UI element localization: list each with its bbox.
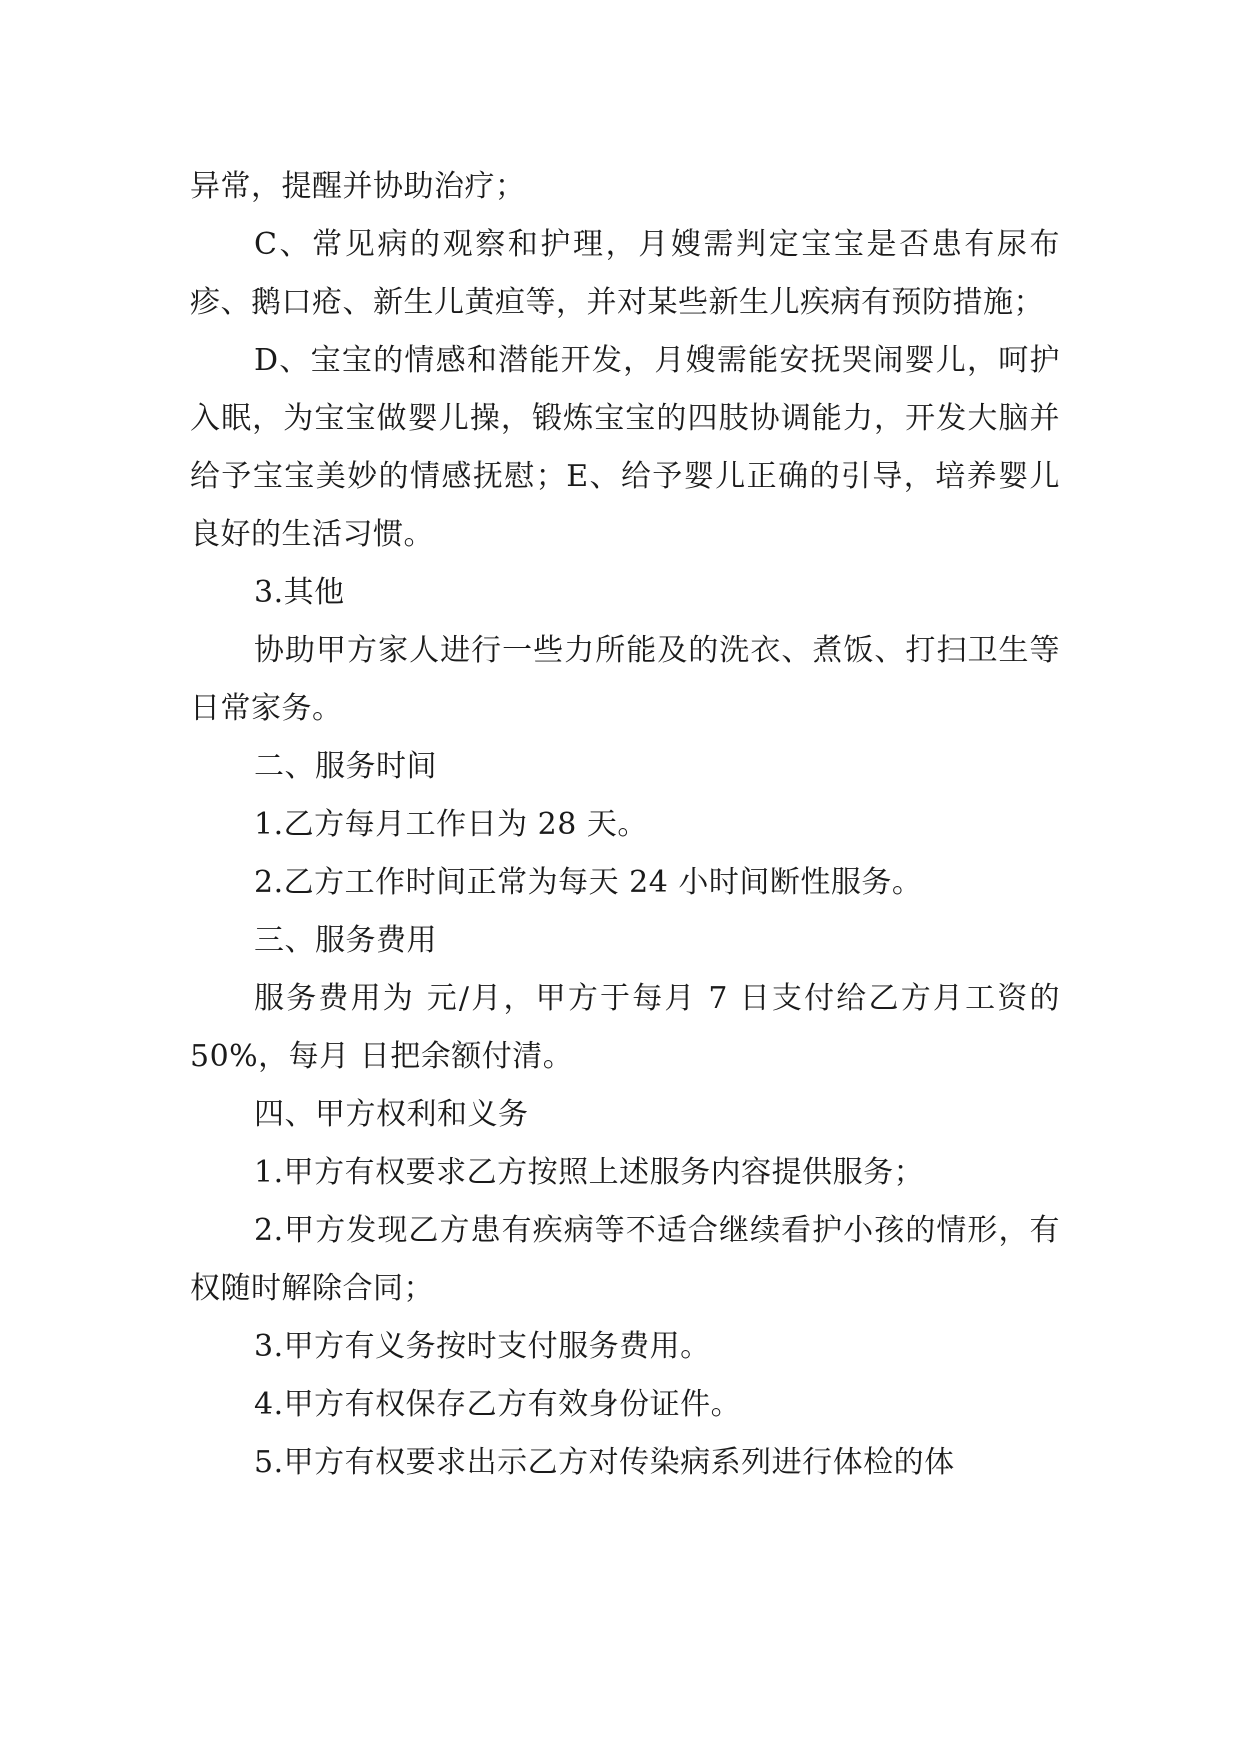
paragraph: D、宝宝的情感和潜能开发，月嫂需能安抚哭闹婴儿，呵护入眠，为宝宝做婴儿操，锻炼宝宝的四肢协调能力，开发大脑并给予宝宝美妙的情感抚慰；E、给予婴儿正确的引导，培养婴儿良好的生活习惯。 [190, 343, 1060, 552]
paragraph: 2.乙方工作时间正常为每天 24 小时间断性服务。 [254, 865, 923, 900]
paragraph: 服务费用为 元/月，甲方于每月 7 日支付给乙方月工资的 50%，每月 日把余额付清。 [190, 981, 1060, 1074]
paragraph: 3.甲方有义务按时支付服务费用。 [254, 1329, 711, 1364]
paragraph: 异常，提醒并协助治疗； [190, 169, 526, 204]
section-heading: 二、服务时间 [254, 749, 437, 784]
section-heading: 四、甲方权利和义务 [254, 1097, 529, 1132]
paragraph: 1.乙方每月工作日为 28 天。 [254, 807, 648, 842]
section-heading: 3.其他 [254, 575, 345, 610]
paragraph: C、常见病的观察和护理，月嫂需判定宝宝是否患有尿布疹、鹅口疮、新生儿黄疸等，并对某些新生儿疾病有预防措施； [190, 227, 1060, 320]
paragraph: 1.甲方有权要求乙方按照上述服务内容提供服务； [254, 1155, 925, 1190]
paragraph: 协助甲方家人进行一些力所能及的洗衣、煮饭、打扫卫生等日常家务。 [190, 633, 1060, 726]
paragraph: 2.甲方发现乙方患有疾病等不适合继续看护小孩的情形，有权随时解除合同； [190, 1213, 1060, 1306]
paragraph: 4.甲方有权保存乙方有效身份证件。 [254, 1387, 742, 1422]
paragraph: 5.甲方有权要求出示乙方对传染病系列进行体检的体 [254, 1445, 955, 1480]
document-body [190, 158, 1060, 1492]
section-heading: 三、服务费用 [254, 923, 437, 958]
